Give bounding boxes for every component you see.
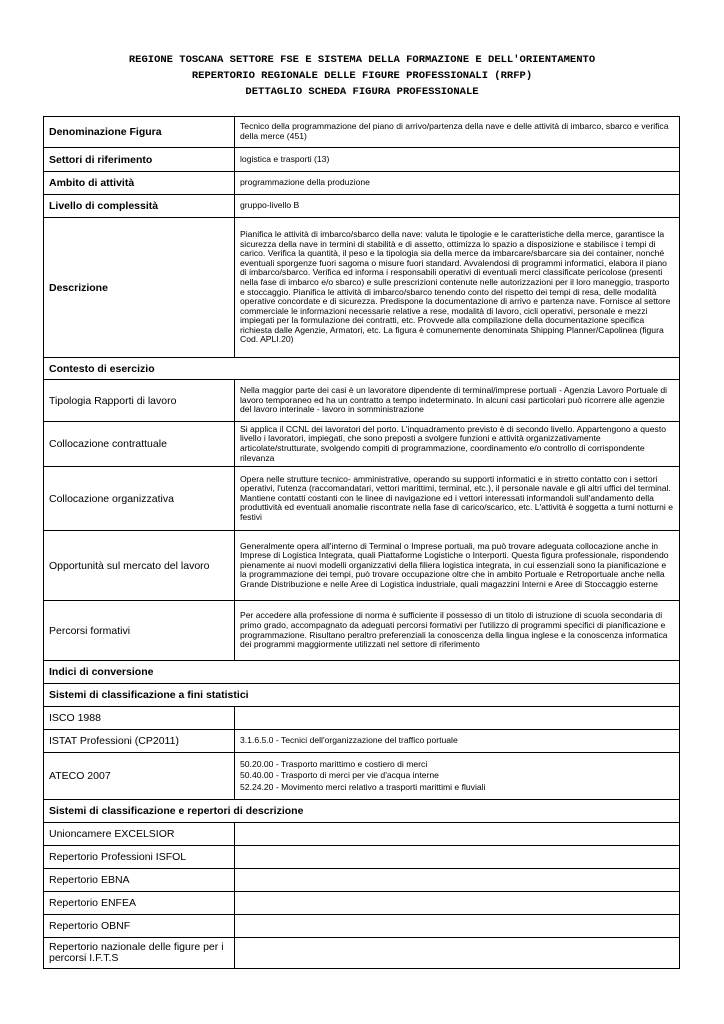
- document-header: [0, 52, 724, 100]
- row-opportunita: [44, 531, 680, 601]
- row-descrizione: [44, 218, 680, 358]
- row-settori: [44, 148, 680, 172]
- row-percorsi: [44, 601, 680, 661]
- value-isco: [235, 707, 680, 730]
- label-ifts: Repertorio nazionale delle figure per i percorsi I.F.T.S: [44, 938, 235, 969]
- row-ambito: [44, 172, 680, 195]
- row-ifts: [44, 938, 680, 969]
- value-collocazione-organizzativa: Opera nelle strutture tecnico- amministrative, operando su supporti informatici e in stretto contatto con i settori operativi, l'utenza (raccomandatari, vettori marittimi, terminal, etc.), il personale navale e gli altri uffici del terminal. Mantiene contatti costanti con le linee di navigazione ed i vettori interessati informandoli sull'andamento della produttività ed eventuali anomalie riscontrate nella fase di carico/scarico, etc. L'attività è soggetta a turni notturni e festivi: [235, 467, 680, 531]
- row-isfol: [44, 846, 680, 869]
- row-ebna: [44, 869, 680, 892]
- value-denominazione: Tecnico della programmazione del piano di arrivo/partenza della nave e delle attività di imbarco, sbarco e verifica della merce (451): [235, 117, 680, 148]
- value-ateco: [235, 753, 680, 800]
- value-ambito: programmazione della produzione: [235, 172, 680, 195]
- label-unioncamere: Unioncamere EXCELSIOR: [44, 823, 235, 846]
- row-istat: [44, 730, 680, 753]
- value-opportunita: Generalmente opera all'interno di Terminal o Imprese portuali, ma può trovare adeguata collocazione anche in Imprese di Logistica Integrata, quali Piattaforme Logistiche o Interporti. Questa figura professionale, rispondendo pienamente ai nuovi modelli organizzativi della filiera logistica integrata, in cui essenziali sono la pianificazione e la programmazione dei tempi, può trovare occupazione oltre che in ambito Portuale e Retroportuale anche nella Grande Distribuzione e nelle Aree di Logistica industriale, quali magazzini Interni e Aree di Stoccaggio esterne: [235, 531, 680, 601]
- value-descrizione: Pianifica le attività di imbarco/sbarco della nave: valuta le tipologie e le caratteristiche della merce, garantisce la sicurezza della nave in termini di stabilità e di assetto, ottimizza lo spazio a disposizione e stabilisce i tempi di carico. Verifica la quantità, il peso e la tipologia sia della merce da imbarcare/sbarcare sia dei container, nonché eventuali sporgenze fuori sagoma o misure fuori standard. Avvalendosi di programmi informatici, elabora il piano di imbarco/sbarco. Verifica ed informa i responsabili operativi di eventuali merci classificate pericolose (presenti nella fase di imbarco e/o sbarco) e sulle prescrizioni contenute nelle autorizzazioni per il loro maneggio, trasporto e stoccaggio. Pianifica le attività di imbarco/sbarco tenendo conto del rispetto dei tempi di resa, delle modalità operative concordate e di sicurezza. Predispone la documentazione di arrivo e partenza nave. Fornisce al settore commerciale le informazioni necessarie relative a rese, modalità di lavoro, cicli operativi, personale e mezzi impiegati per la formulazione dei contratti, etc. Provvede alla compilazione della documentazione specifica richiesta dalle Agenzie, Armatori, etc. La figura è comunemente denominata Shipping Planner/Capolinea (figura Cod. APLI.20): [235, 218, 680, 358]
- value-obnf: [235, 915, 680, 938]
- value-collocazione-contrattuale: Si applica il CCNL dei lavoratori del porto. L'inquadramento previsto è di secondo livello. Appartengono a questo livello i lavoratori, impiegati, che sono preposti a svolgere funzioni e attività organizzativamente articolate/strutturate, svolgendo compiti di programmazione, coordinamento e/o controllo di corrispondente rilevanza: [235, 422, 680, 467]
- section-contesto-di-esercizio: Contesto di esercizio: [44, 358, 680, 380]
- label-obnf: Repertorio OBNF: [44, 915, 235, 938]
- header-line-3: DETTAGLIO SCHEDA FIGURA PROFESSIONALE: [245, 86, 479, 98]
- row-isco: [44, 707, 680, 730]
- value-ebna: [235, 869, 680, 892]
- header-line-2: REPERTORIO REGIONALE DELLE FIGURE PROFESSIONALI (RRFP): [191, 70, 533, 82]
- ateco-code-1: 50.20.00 - Trasporto marittimo e costiero di merci: [240, 758, 428, 769]
- row-unioncamere: [44, 823, 680, 846]
- label-tipologia: Tipologia Rapporti di lavoro: [44, 380, 235, 422]
- section-sistemi-statistici: Sistemi di classificazione a fini statistici: [44, 684, 680, 707]
- section-indici-di-conversione: Indici di conversione: [44, 661, 680, 684]
- label-livello: Livello di complessità: [44, 195, 235, 218]
- row-ateco: [44, 753, 680, 800]
- label-istat: ISTAT Professioni (CP2011): [44, 730, 235, 753]
- label-ateco: ATECO 2007: [44, 753, 235, 800]
- label-descrizione: Descrizione: [44, 218, 235, 358]
- label-collocazione-contrattuale: Collocazione contrattuale: [44, 422, 235, 467]
- value-unioncamere: [235, 823, 680, 846]
- value-istat: 3.1.6.5.0 - Tecnici dell'organizzazione del traffico portuale: [235, 730, 680, 753]
- figure-detail-table: [43, 116, 680, 969]
- label-ambito: Ambito di attività: [44, 172, 235, 195]
- row-obnf: [44, 915, 680, 938]
- row-tipologia: [44, 380, 680, 422]
- row-indici: [44, 661, 680, 684]
- label-enfea: Repertorio ENFEA: [44, 892, 235, 915]
- row-sistemi-repertori: [44, 800, 680, 823]
- value-isfol: [235, 846, 680, 869]
- label-settori: Settori di riferimento: [44, 148, 235, 172]
- label-isfol: Repertorio Professioni ISFOL: [44, 846, 235, 869]
- label-ebna: Repertorio EBNA: [44, 869, 235, 892]
- row-enfea: [44, 892, 680, 915]
- section-sistemi-repertori: Sistemi di classificazione e repertori di descrizione: [44, 800, 680, 823]
- label-denominazione: Denominazione Figura: [44, 117, 235, 148]
- label-collocazione-organizzativa: Collocazione organizzativa: [44, 467, 235, 531]
- label-opportunita: Opportunità sul mercato del lavoro: [44, 531, 235, 601]
- value-percorsi: Per accedere alla professione di norma è sufficiente il possesso di un titolo di istruzione di scuola secondaria di primo grado, accompagnato da adeguati percorsi formativi per l'utilizzo di programmi specifici di pianificazione e programmazione. Risultano peraltro preferenziali la conoscenza della lingua inglese e la conoscenza informatica dei programmi maggiormente utilizzati nel settore di riferimento: [235, 601, 680, 661]
- label-percorsi: Percorsi formativi: [44, 601, 235, 661]
- row-collocazione-contrattuale: [44, 422, 680, 467]
- value-ifts: [235, 938, 680, 969]
- row-denominazione: [44, 117, 680, 148]
- label-isco: ISCO 1988: [44, 707, 235, 730]
- value-settori: logistica e trasporti (13): [235, 148, 680, 172]
- header-line-1: REGIONE TOSCANA SETTORE FSE E SISTEMA DELLA FORMAZIONE E DELL'ORIENTAMENTO: [128, 54, 596, 66]
- ateco-code-2: 50.40.00 - Trasporto di merci per vie d'acqua interne: [240, 770, 439, 781]
- row-collocazione-organizzativa: [44, 467, 680, 531]
- row-sistemi-statistici: [44, 684, 680, 707]
- row-contesto: [44, 358, 680, 380]
- value-livello: gruppo-livello B: [235, 195, 680, 218]
- row-livello: [44, 195, 680, 218]
- value-tipologia: Nella maggior parte dei casi è un lavoratore dipendente di terminal/imprese portuali - Agenzia Lavoro Portuale di lavoro temporaneo ed ha un contratto a tempo indeterminato. In alcuni casi particolari può ricorrere alle agenzie del lavoro interinale - lavoro in somministrazione: [235, 380, 680, 422]
- ateco-code-3: 52.24.20 - Movimento merci relativo a trasporti marittimi e fluviali: [240, 781, 486, 792]
- value-enfea: [235, 892, 680, 915]
